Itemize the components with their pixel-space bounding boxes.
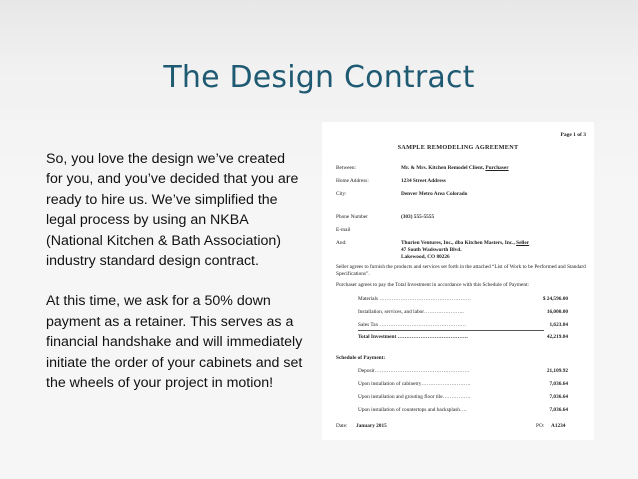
down-payment-paragraph: At this time, we ask for a 50% down payment as a retainer. This serves as a financial handshake and will immediately initiate the order of your cabinets and set the wheels of your project in motion! (46, 293, 303, 392)
investment-line-label: Materials ……………………………………………. (358, 296, 471, 302)
between-label: Between: (336, 165, 357, 171)
date-label: Date: (336, 423, 348, 429)
schedule-line-value: 7,036.64 (549, 407, 568, 413)
investment-line-label: Sales Tax …………………………………………. (358, 322, 466, 328)
schedule-line-label: Deposit……………………………………………… (358, 368, 470, 374)
schedule-line-value: 7,036.64 (549, 381, 568, 387)
schedule-heading: Schedule of Payment: (336, 355, 386, 361)
investment-line-value: 1,623.84 (549, 322, 568, 328)
schedule-line-label: Upon installation of countertops and backsplash…. (358, 407, 467, 413)
total-label: Total Investment …………………………………. (358, 334, 468, 340)
seller-row (336, 240, 594, 262)
home-address-label: Home Address: (336, 178, 369, 184)
city-label: City: (336, 191, 347, 197)
and-label: And: (336, 240, 347, 246)
city-value: Denver Metro Area Colorado (401, 191, 468, 197)
phone-label: Phone Number (336, 214, 368, 220)
schedule-line-value: 21,109.92 (546, 368, 568, 374)
schedule-line-label: Upon installation of cabinetry………………………. (358, 381, 471, 387)
total-value: 42,219.84 (546, 334, 568, 340)
email-label: E-mail (336, 227, 351, 233)
contract-document-image (322, 122, 594, 440)
schedule-line-value: 7,036.64 (549, 394, 568, 400)
po-label: PO: (536, 423, 545, 429)
slide-body-text (46, 149, 304, 393)
between-value (401, 165, 591, 172)
seller-city: Lakewood, CO 80226 (401, 254, 450, 260)
total-separator (358, 330, 544, 331)
purchaser-agreement-text: Purchaser agrees to pay the Total Investment in accordance with this Schedule of Payment: (336, 282, 529, 288)
purchaser-role: Purchaser (485, 165, 509, 171)
seller-company: Thurien Ventures, Inc., dba Kitchen Masters, Inc., (401, 240, 515, 246)
phone-value: (303) 555-5555 (401, 214, 435, 220)
page-number: Page 1 of 3 (560, 132, 586, 138)
home-address-value: 1234 Street Address (401, 178, 446, 184)
po-value: A1234 (551, 423, 566, 429)
date-value: January 2015 (356, 423, 387, 429)
client-name: Mr. & Mrs. Kitchen Remodel Client, (401, 165, 485, 171)
seller-value (401, 240, 591, 261)
slide-title: The Design Contract (163, 60, 475, 95)
contract-heading: SAMPLE REMODELING AGREEMENT (397, 144, 519, 151)
seller-street: 47 South Wadsworth Blvd. (401, 247, 462, 253)
investment-line-value: 16,000.00 (546, 309, 568, 315)
intro-paragraph: So, you love the design we’ve created for you, and you’ve decided that you are ready to hire us. We’ve simplified the legal process by using an NKBA (National Kitchen & Bath Association) industry standard design contract. (46, 151, 299, 270)
seller-role: Seller (516, 240, 530, 246)
investment-line-label: Installation, services, and labor………………….. (358, 309, 464, 315)
seller-agreement-text: Seller agrees to furnish the products and services set forth in the attached “List of Work to be Performed and Standard Specifications”. (336, 264, 586, 277)
investment-line-value: $ 24,596.00 (542, 296, 568, 302)
schedule-line-label: Upon installation and grouting floor tile……………. (358, 394, 471, 400)
